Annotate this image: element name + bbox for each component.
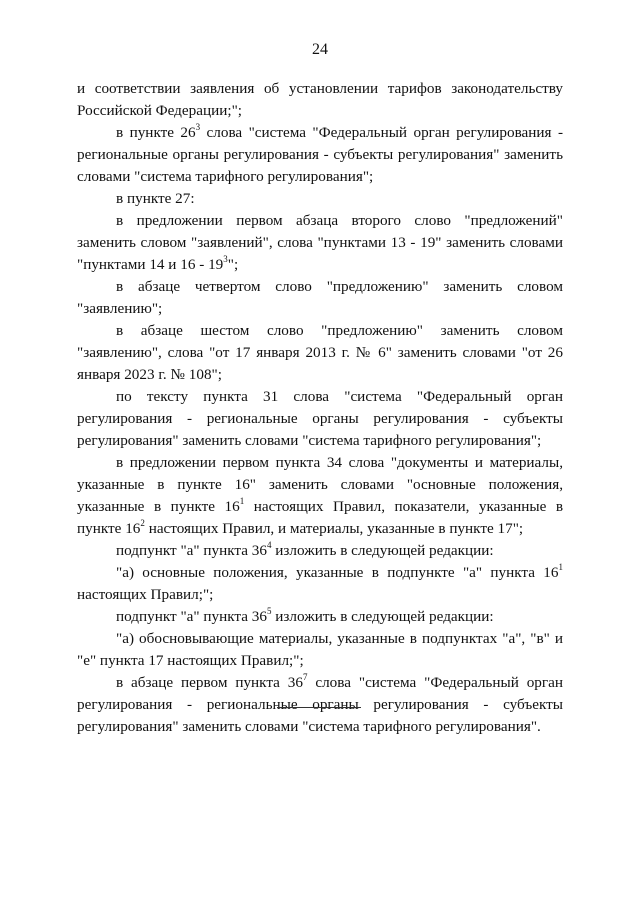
paragraph-1: и соответствии заявления об установлении тарифов законодательству Российской Федерации;"; — [77, 80, 563, 119]
superscript: 5 — [267, 605, 272, 616]
paragraph-6: в абзаце шестом слово "предложению" заменить словом "заявлению", слова "от 17 января 2013 г. № 6" заменить словами "от 26 января 2023 г. № 108"; — [77, 322, 563, 383]
paragraph-12: "а) обосновывающие материалы, указанные в подпунктах "а", "в" и "е" пункта 17 настоящих Правил;"; — [77, 630, 563, 669]
paragraph-9: подпункт "а" пункта $36^4$ изложить в следующей редакции: — [116, 539, 494, 559]
superscript: 1 — [558, 561, 563, 572]
end-divider — [277, 707, 361, 708]
paragraph-4: в предложении первом абзаца второго слово "предложений" заменить словом "заявлений", слова "пунктами 13 - 19" заменить словами "пунктами 14 и $16 - 19^3$"; — [77, 212, 563, 273]
paragraph-11: подпункт "а" пункта $36^5$ изложить в следующей редакции: — [116, 605, 494, 625]
superscript: 1 — [239, 495, 245, 506]
paragraph-5: в абзаце четвертом слово "предложению" заменить словом "заявлению"; — [77, 278, 563, 317]
superscript: 7 — [302, 671, 308, 682]
paragraph-8: в предложении первом пункта 34 слова "документы и материалы, указанные в пункте 16" заменить словами "основные положения, указанные в пункте $16^1$ настоящих Правил, показатели, указанные в пункте $16^2$ настоящих Правил, и материалы, указанные в пункте 17"; — [77, 454, 563, 537]
paragraph-10: "а) основные положения, указанные в подпункте "а" пункта $16^1$ настоящих Правил;"; — [77, 561, 563, 603]
page-number: 24 — [312, 41, 328, 58]
document-body — [77, 78, 563, 738]
superscript: 3 — [223, 253, 228, 264]
superscript: 4 — [267, 539, 272, 550]
paragraph-2: в пункте $26^3$ слова "система "Федеральный орган регулирования - региональные органы регулирования - субъекты регулирования" заменить словами "система тарифного регулирования"; — [77, 121, 563, 185]
paragraph-13: в абзаце первом пункта $36^7$ слова "система "Федеральный орган регулирования - региональные органы регулирования - субъекты регулирования" заменить словами "система тарифного регулирования". — [77, 671, 563, 735]
superscript: 3 — [195, 121, 201, 132]
paragraph-3: в пункте 27: — [116, 190, 195, 207]
superscript: 2 — [140, 517, 145, 528]
paragraph-7: по тексту пункта 31 слова "система "Федеральный орган регулирования - региональные органы регулирования - субъекты регулирования" заменить словами "система тарифного регулирования"; — [77, 388, 563, 449]
